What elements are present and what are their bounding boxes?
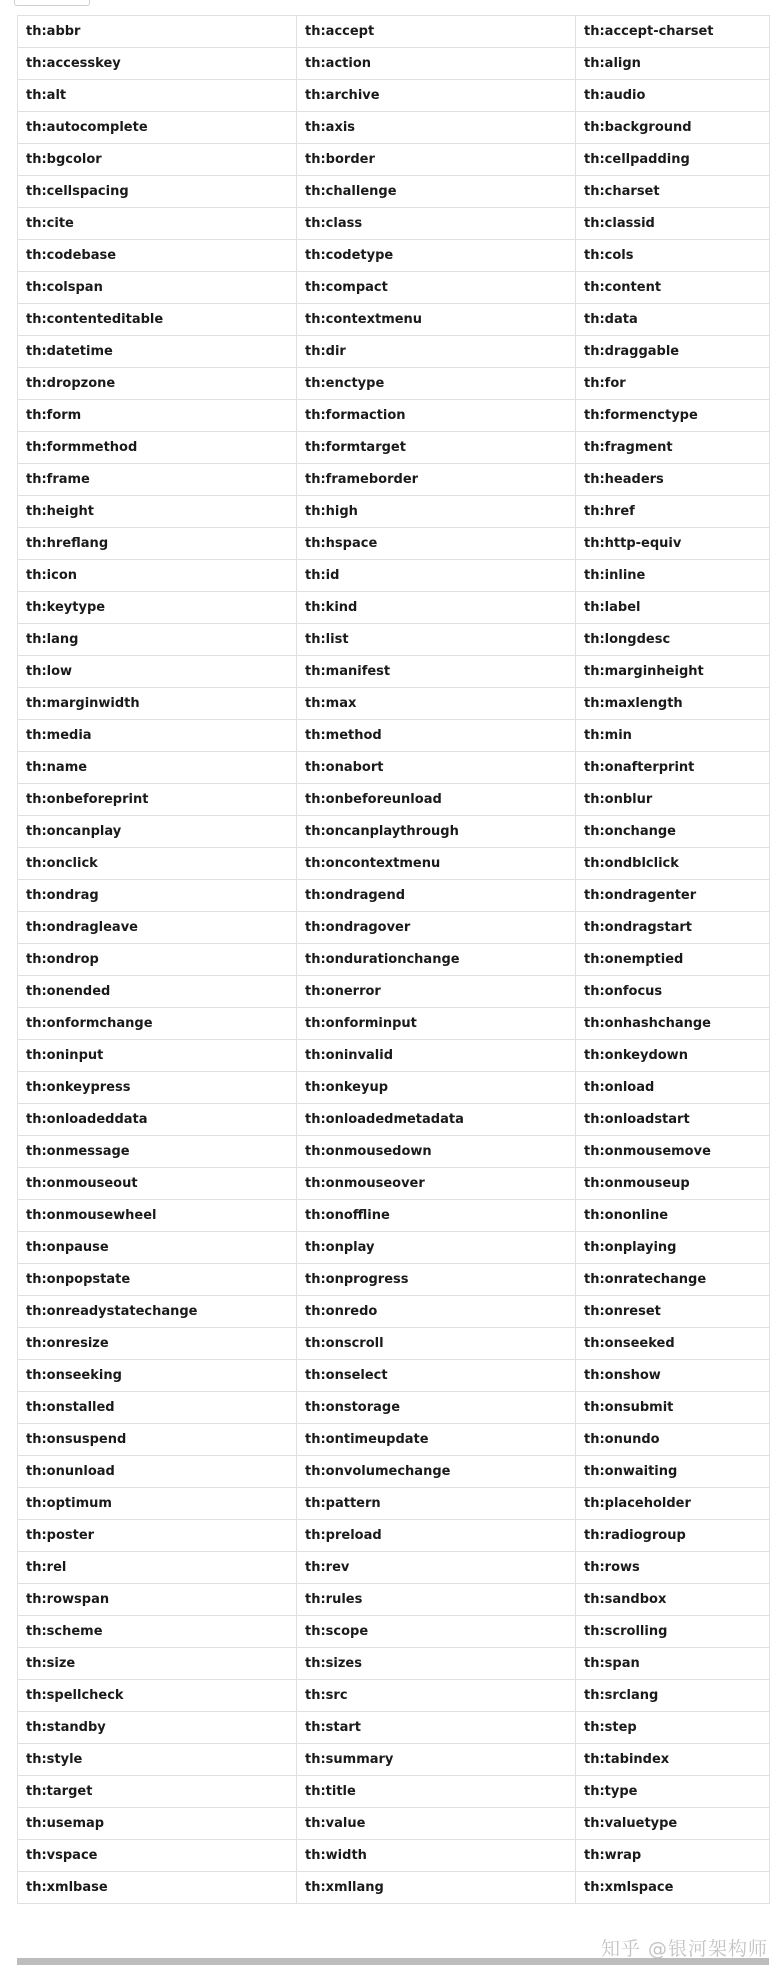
table-cell: th:data [576, 304, 770, 336]
table-cell: th:abbr [18, 16, 297, 48]
table-row [18, 48, 770, 80]
attribute-table-body [18, 16, 770, 1904]
table-cell: th:accept [297, 16, 576, 48]
table-row [18, 272, 770, 304]
table-cell: th:list [297, 624, 576, 656]
watermark-text: 知乎 @银河架构师 [600, 1938, 768, 1960]
table-cell: th:onoffline [297, 1200, 576, 1232]
table-cell: th:contenteditable [18, 304, 297, 336]
table-row [18, 1392, 770, 1424]
table-cell: th:ondragend [297, 880, 576, 912]
table-cell: th:onshow [576, 1360, 770, 1392]
table-row [18, 1328, 770, 1360]
table-cell: th:size [18, 1648, 297, 1680]
table-cell: th:onundo [576, 1424, 770, 1456]
table-row [18, 656, 770, 688]
table-cell: th:hspace [297, 528, 576, 560]
table-cell: th:vspace [18, 1840, 297, 1872]
table-cell: th:rows [576, 1552, 770, 1584]
table-cell: th:onscroll [297, 1328, 576, 1360]
table-cell: th:onseeking [18, 1360, 297, 1392]
table-cell: th:pattern [297, 1488, 576, 1520]
table-cell: th:classid [576, 208, 770, 240]
table-cell: th:sandbox [576, 1584, 770, 1616]
table-cell: th:onratechange [576, 1264, 770, 1296]
table-cell: th:formenctype [576, 400, 770, 432]
table-row [18, 816, 770, 848]
table-cell: th:span [576, 1648, 770, 1680]
table-row [18, 1040, 770, 1072]
table-cell: th:rowspan [18, 1584, 297, 1616]
table-row [18, 528, 770, 560]
table-cell: th:media [18, 720, 297, 752]
table-cell: th:srclang [576, 1680, 770, 1712]
table-cell: th:frameborder [297, 464, 576, 496]
table-cell: th:onemptied [576, 944, 770, 976]
table-cell: th:onkeyup [297, 1072, 576, 1104]
table-cell: th:onpopstate [18, 1264, 297, 1296]
table-cell: th:method [297, 720, 576, 752]
table-cell: th:frame [18, 464, 297, 496]
table-cell: th:accept-charset [576, 16, 770, 48]
table-cell: th:marginheight [576, 656, 770, 688]
table-row [18, 1776, 770, 1808]
table-cell: th:value [297, 1808, 576, 1840]
table-cell: th:oncanplay [18, 816, 297, 848]
table-cell: th:enctype [297, 368, 576, 400]
table-row [18, 848, 770, 880]
table-cell: th:onblur [576, 784, 770, 816]
table-row [18, 944, 770, 976]
table-cell: th:dir [297, 336, 576, 368]
table-row [18, 592, 770, 624]
table-cell: th:xmllang [297, 1872, 576, 1904]
table-cell: th:radiogroup [576, 1520, 770, 1552]
table-cell: th:onafterprint [576, 752, 770, 784]
table-cell: th:bgcolor [18, 144, 297, 176]
table-cell: th:href [576, 496, 770, 528]
table-cell: th:ondrag [18, 880, 297, 912]
table-cell: th:oncanplaythrough [297, 816, 576, 848]
table-cell: th:onresize [18, 1328, 297, 1360]
table-row [18, 1520, 770, 1552]
table-cell: th:ondragover [297, 912, 576, 944]
table-row [18, 1488, 770, 1520]
table-cell: th:type [576, 1776, 770, 1808]
table-cell: th:hreflang [18, 528, 297, 560]
table-cell: th:onmessage [18, 1136, 297, 1168]
table-cell: th:cellspacing [18, 176, 297, 208]
table-cell: th:scrolling [576, 1616, 770, 1648]
table-cell: th:scheme [18, 1616, 297, 1648]
table-cell: th:usemap [18, 1808, 297, 1840]
table-cell: th:ononline [576, 1200, 770, 1232]
table-cell: th:ondrop [18, 944, 297, 976]
table-cell: th:colspan [18, 272, 297, 304]
table-cell: th:alt [18, 80, 297, 112]
table-cell: th:background [576, 112, 770, 144]
table-cell: th:src [297, 1680, 576, 1712]
table-cell: th:placeholder [576, 1488, 770, 1520]
table-cell: th:onmousewheel [18, 1200, 297, 1232]
table-cell: th:preload [297, 1520, 576, 1552]
table-cell: th:onfocus [576, 976, 770, 1008]
table-row [18, 1072, 770, 1104]
table-row [18, 1424, 770, 1456]
table-cell: th:codetype [297, 240, 576, 272]
table-row [18, 1744, 770, 1776]
table-cell: th:contextmenu [297, 304, 576, 336]
table-row [18, 336, 770, 368]
table-cell: th:onabort [297, 752, 576, 784]
table-cell: th:onmouseover [297, 1168, 576, 1200]
table-cell: th:cellpadding [576, 144, 770, 176]
table-row [18, 240, 770, 272]
table-cell: th:onplaying [576, 1232, 770, 1264]
table-cell: th:codebase [18, 240, 297, 272]
table-cell: th:formmethod [18, 432, 297, 464]
table-cell: th:onreset [576, 1296, 770, 1328]
table-cell: th:onload [576, 1072, 770, 1104]
table-cell: th:manifest [297, 656, 576, 688]
table-cell: th:scope [297, 1616, 576, 1648]
table-cell: th:optimum [18, 1488, 297, 1520]
table-cell: th:style [18, 1744, 297, 1776]
table-row [18, 1456, 770, 1488]
table-row [18, 1136, 770, 1168]
top-tab-edge [14, 0, 90, 6]
table-row [18, 560, 770, 592]
table-cell: th:low [18, 656, 297, 688]
table-cell: th:cols [576, 240, 770, 272]
table-cell: th:onhashchange [576, 1008, 770, 1040]
table-cell: th:datetime [18, 336, 297, 368]
table-cell: th:challenge [297, 176, 576, 208]
table-cell: th:onforminput [297, 1008, 576, 1040]
table-cell: th:icon [18, 560, 297, 592]
table-row [18, 1872, 770, 1904]
table-cell: th:onloadstart [576, 1104, 770, 1136]
horizontal-scrollbar[interactable] [17, 1958, 769, 1965]
table-cell: th:align [576, 48, 770, 80]
table-cell: th:onformchange [18, 1008, 297, 1040]
table-cell: th:ondurationchange [297, 944, 576, 976]
table-cell: th:onwaiting [576, 1456, 770, 1488]
table-cell: th:maxlength [576, 688, 770, 720]
table-cell: th:ontimeupdate [297, 1424, 576, 1456]
table-row [18, 720, 770, 752]
table-cell: th:label [576, 592, 770, 624]
table-cell: th:charset [576, 176, 770, 208]
table-cell: th:onseeked [576, 1328, 770, 1360]
table-row [18, 1232, 770, 1264]
table-cell: th:height [18, 496, 297, 528]
table-cell: th:onerror [297, 976, 576, 1008]
table-row [18, 1200, 770, 1232]
table-cell: th:ondragstart [576, 912, 770, 944]
table-row [18, 1840, 770, 1872]
table-row [18, 1008, 770, 1040]
table-row [18, 1616, 770, 1648]
table-cell: th:for [576, 368, 770, 400]
table-cell: th:wrap [576, 1840, 770, 1872]
table-cell: th:http-equiv [576, 528, 770, 560]
table-row [18, 368, 770, 400]
table-cell: th:onkeydown [576, 1040, 770, 1072]
table-cell: th:class [297, 208, 576, 240]
table-cell: th:spellcheck [18, 1680, 297, 1712]
table-row [18, 400, 770, 432]
table-row [18, 496, 770, 528]
table-cell: th:onmousedown [297, 1136, 576, 1168]
table-cell: th:onstalled [18, 1392, 297, 1424]
table-cell: th:audio [576, 80, 770, 112]
table-cell: th:standby [18, 1712, 297, 1744]
table-row [18, 144, 770, 176]
table-cell: th:onkeypress [18, 1072, 297, 1104]
table-cell: th:longdesc [576, 624, 770, 656]
table-cell: th:lang [18, 624, 297, 656]
table-cell: th:rev [297, 1552, 576, 1584]
table-cell: th:oninvalid [297, 1040, 576, 1072]
table-row [18, 304, 770, 336]
table-row [18, 464, 770, 496]
table-row [18, 880, 770, 912]
table-row [18, 1264, 770, 1296]
table-cell: th:start [297, 1712, 576, 1744]
table-cell: th:onbeforeprint [18, 784, 297, 816]
table-row [18, 784, 770, 816]
table-row [18, 976, 770, 1008]
table-cell: th:archive [297, 80, 576, 112]
table-row [18, 1584, 770, 1616]
table-cell: th:xmlspace [576, 1872, 770, 1904]
table-row [18, 112, 770, 144]
attribute-table [17, 15, 770, 1904]
table-cell: th:tabindex [576, 1744, 770, 1776]
table-row [18, 1808, 770, 1840]
table-row [18, 1360, 770, 1392]
table-row [18, 688, 770, 720]
table-row [18, 1680, 770, 1712]
table-cell: th:onpause [18, 1232, 297, 1264]
table-row [18, 208, 770, 240]
table-row [18, 624, 770, 656]
table-cell: th:valuetype [576, 1808, 770, 1840]
table-cell: th:onmouseup [576, 1168, 770, 1200]
table-cell: th:min [576, 720, 770, 752]
table-row [18, 1168, 770, 1200]
table-row [18, 432, 770, 464]
table-cell: th:form [18, 400, 297, 432]
table-cell: th:target [18, 1776, 297, 1808]
table-cell: th:sizes [297, 1648, 576, 1680]
table-row [18, 1648, 770, 1680]
table-cell: th:marginwidth [18, 688, 297, 720]
table-cell: th:oncontextmenu [297, 848, 576, 880]
table-cell: th:fragment [576, 432, 770, 464]
table-cell: th:onbeforeunload [297, 784, 576, 816]
table-cell: th:formtarget [297, 432, 576, 464]
table-cell: th:onended [18, 976, 297, 1008]
table-cell: th:onsuspend [18, 1424, 297, 1456]
table-cell: th:poster [18, 1520, 297, 1552]
table-row [18, 16, 770, 48]
table-row [18, 1104, 770, 1136]
table-cell: th:rel [18, 1552, 297, 1584]
table-cell: th:axis [297, 112, 576, 144]
table-cell: th:onplay [297, 1232, 576, 1264]
table-cell: th:inline [576, 560, 770, 592]
table-cell: th:width [297, 1840, 576, 1872]
table-row [18, 912, 770, 944]
table-row [18, 1712, 770, 1744]
table-cell: th:onloadedmetadata [297, 1104, 576, 1136]
table-cell: th:max [297, 688, 576, 720]
table-cell: th:onunload [18, 1456, 297, 1488]
table-cell: th:action [297, 48, 576, 80]
table-cell: th:onloadeddata [18, 1104, 297, 1136]
table-cell: th:summary [297, 1744, 576, 1776]
table-cell: th:ondblclick [576, 848, 770, 880]
table-cell: th:cite [18, 208, 297, 240]
table-cell: th:kind [297, 592, 576, 624]
table-cell: th:xmlbase [18, 1872, 297, 1904]
table-cell: th:name [18, 752, 297, 784]
table-cell: th:onmousemove [576, 1136, 770, 1168]
table-cell: th:id [297, 560, 576, 592]
table-cell: th:title [297, 1776, 576, 1808]
table-cell: th:onchange [576, 816, 770, 848]
table-cell: th:onvolumechange [297, 1456, 576, 1488]
table-cell: th:onmouseout [18, 1168, 297, 1200]
table-cell: th:onredo [297, 1296, 576, 1328]
table-cell: th:rules [297, 1584, 576, 1616]
table-cell: th:accesskey [18, 48, 297, 80]
table-cell: th:border [297, 144, 576, 176]
table-row [18, 80, 770, 112]
table-cell: th:draggable [576, 336, 770, 368]
table-cell: th:onclick [18, 848, 297, 880]
table-cell: th:dropzone [18, 368, 297, 400]
table-row [18, 1296, 770, 1328]
table-cell: th:content [576, 272, 770, 304]
table-cell: th:headers [576, 464, 770, 496]
table-cell: th:onprogress [297, 1264, 576, 1296]
table-cell: th:onselect [297, 1360, 576, 1392]
table-cell: th:keytype [18, 592, 297, 624]
table-cell: th:ondragleave [18, 912, 297, 944]
table-cell: th:onreadystatechange [18, 1296, 297, 1328]
table-cell: th:compact [297, 272, 576, 304]
table-cell: th:step [576, 1712, 770, 1744]
table-cell: th:ondragenter [576, 880, 770, 912]
table-cell: th:onsubmit [576, 1392, 770, 1424]
table-cell: th:oninput [18, 1040, 297, 1072]
table-cell: th:autocomplete [18, 112, 297, 144]
table-cell: th:high [297, 496, 576, 528]
table-row [18, 1552, 770, 1584]
table-cell: th:formaction [297, 400, 576, 432]
table-row [18, 752, 770, 784]
table-row [18, 176, 770, 208]
attribute-table-container [17, 15, 769, 1967]
table-cell: th:onstorage [297, 1392, 576, 1424]
